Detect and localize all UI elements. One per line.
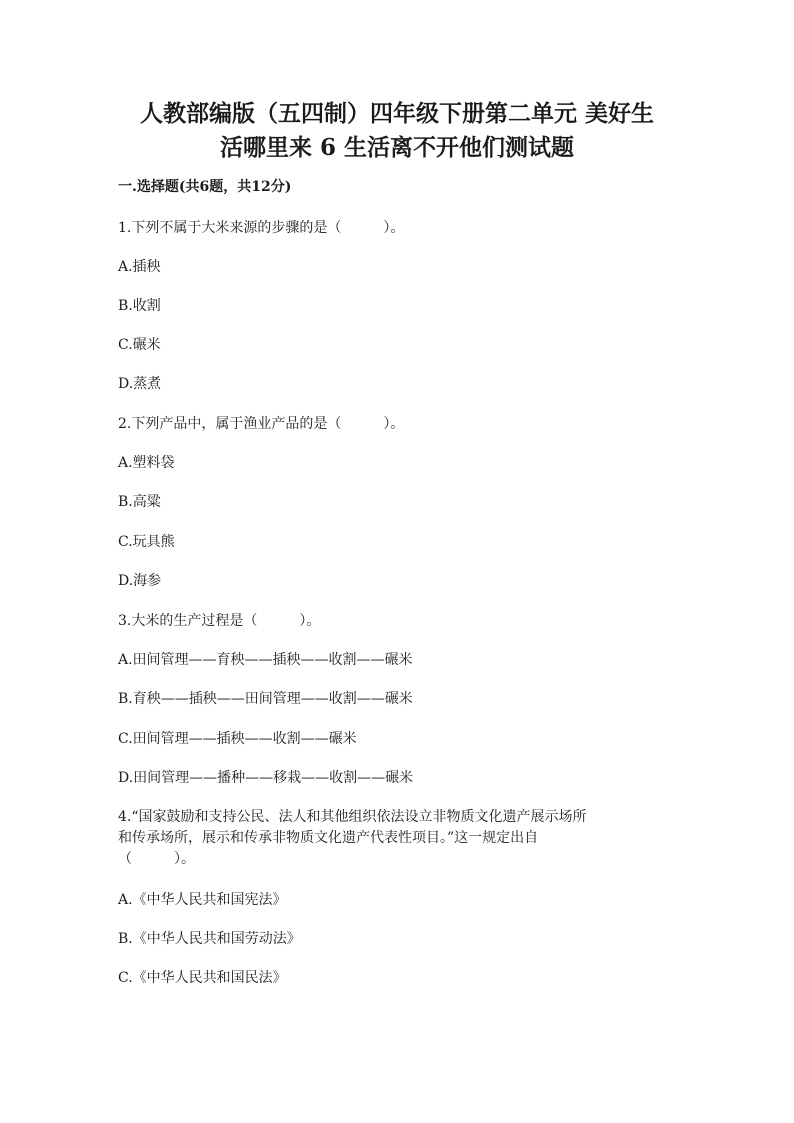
question-4-option-c: C.《中华人民共和国民法》 xyxy=(118,970,287,986)
question-2-stem: 2.下列产品中，属于渔业产品的是（ ）。 xyxy=(118,416,405,432)
question-2-option-b: B.高粱 xyxy=(118,494,161,510)
question-2-option-c: C.玩具熊 xyxy=(118,534,175,550)
question-4-stem-line-1: 4.“国家鼓励和支持公民、法人和其他组织依法设立非物质文化遗产展示场所 xyxy=(118,809,587,825)
question-3-option-c: C.田间管理——插秧——收割——碾米 xyxy=(118,731,357,747)
question-2-option-d: D.海参 xyxy=(118,573,162,589)
question-4-option-b: B.《中华人民共和国劳动法》 xyxy=(118,931,301,947)
question-3-option-b: B.育秧——插秧——田间管理——收割——碾米 xyxy=(118,691,413,707)
title-line-1: 人教部编版（五四制）四年级下册第二单元 美好生 xyxy=(139,100,654,127)
question-4-stem-line-2: 和传承场所，展示和传承非物质文化遗产代表性项目。”这一规定出自 xyxy=(118,830,539,846)
section-heading: 一.选择题(共6题，共12分) xyxy=(118,179,292,195)
question-3-option-d: D.田间管理——播种——移栽——收割——碾米 xyxy=(118,770,414,786)
question-1-option-d: D.蒸煮 xyxy=(118,376,162,392)
page-title xyxy=(100,97,694,165)
question-3-option-a: A.田间管理——育秧——插秧——收割——碾米 xyxy=(118,652,413,668)
question-4-stem xyxy=(118,807,688,870)
question-1-stem: 1.下列不属于大米来源的步骤的是（ ）。 xyxy=(118,220,405,236)
question-1-option-c: C.碾米 xyxy=(118,337,161,353)
question-1-option-b: B.收割 xyxy=(118,298,161,314)
question-1-option-a: A.插秧 xyxy=(118,259,161,275)
question-3-stem: 3.大米的生产过程是（ ）。 xyxy=(118,613,321,629)
question-2-option-a: A.塑料袋 xyxy=(118,455,175,471)
question-4-option-a: A.《中华人民共和国宪法》 xyxy=(118,892,287,908)
title-line-2: 活哪里来 6 生活离不开他们测试题 xyxy=(219,134,575,161)
question-4-stem-line-3: （ ）。 xyxy=(118,851,195,867)
